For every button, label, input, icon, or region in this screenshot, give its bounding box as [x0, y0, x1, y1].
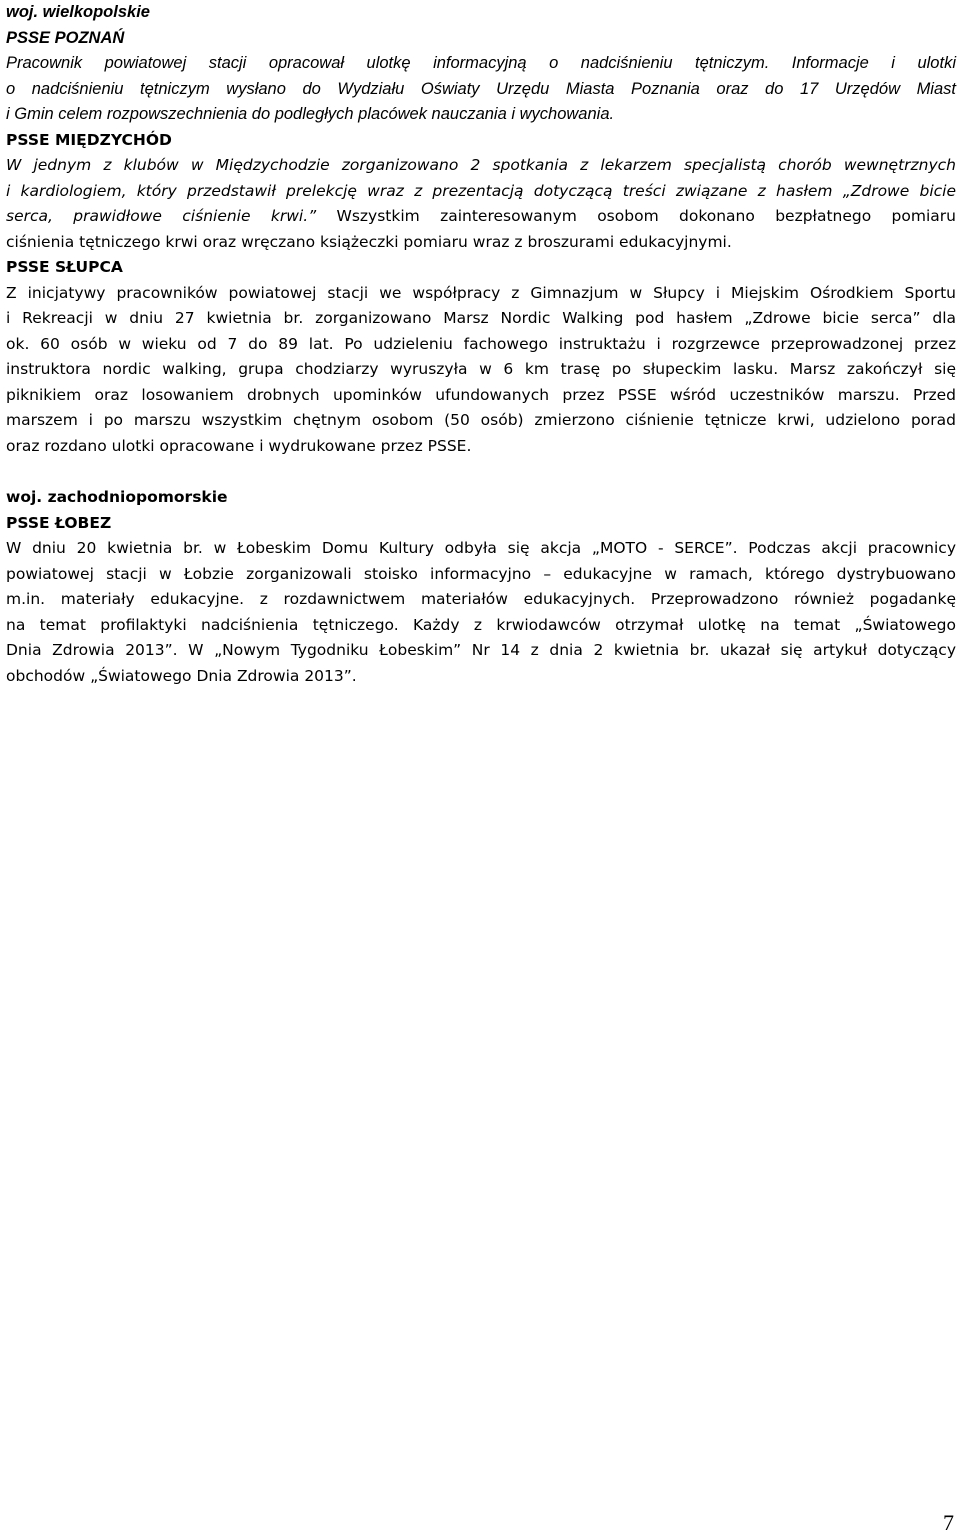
miedzychod-line-2: i kardiologiem, który przedstawił prelekcję wraz z prezentacją dotyczącą treści związane z hasłem „Zdrowe bicie	[6, 181, 956, 200]
poznan-line-2: o nadciśnieniu tętniczym wysłano do Wydziału Oświaty Urzędu Miasta Poznania oraz do 17 Urzędów Miast	[6, 79, 956, 98]
miedzychod-line-3-quote: serca, prawidłowe ciśnienie krwi.”	[6, 207, 317, 225]
section-miedzychod-slupca	[6, 128, 956, 690]
document-page	[6, 0, 956, 689]
slupca-line-5: piknikiem oraz losowaniem drobnych upominków ufundowanych przez PSSE wśród uczestników marszu. Przed	[6, 385, 956, 404]
miedzychod-line-3	[6, 204, 956, 230]
section-spacer	[6, 459, 956, 485]
lobez-line-2: powiatowej stacji w Łobzie zorganizowali stoisko informacyjno – edukacyjne w ramach, którego dystrybuowano	[6, 564, 956, 583]
slupca-line-7: oraz rozdano ulotki opracowane i wydrukowane przez PSSE.	[6, 436, 472, 455]
heading-psse-poznan: PSSE POZNAŃ	[6, 28, 125, 47]
slupca-line-1: Z inicjatywy pracowników powiatowej stacji we współpracy z Gimnazjum w Słupcy i Miejskim Ośrodkiem Sportu	[6, 283, 956, 302]
slupca-line-3-start: ok. 60 osób w wieku od 7 do 89 lat.	[6, 334, 334, 353]
lobez-line-3: m.in. materiały edukacyjne. z rozdawnictwem materiałów edukacyjnych. Przeprowadzono również pogadankę	[6, 590, 956, 608]
section-wielkopolskie	[6, 0, 956, 128]
heading-psse-miedzychod: PSSE MIĘDZYCHÓD	[6, 130, 172, 149]
heading-psse-lobez: PSSE ŁOBEZ	[6, 513, 112, 532]
region-heading-wielkopolskie: woj. wielkopolskie	[6, 3, 150, 21]
slupca-line-4: instruktora nordic walking, grupa chodziarzy wyruszyła w 6 km trasę po słupeckim lasku. Marsz zakończył się	[6, 360, 956, 378]
poznan-line-1: Pracownik powiatowej stacji opracował ulotkę informacyjną o nadciśnieniu tętniczym. Informacje i ulotki	[6, 54, 956, 72]
slupca-line-2: i Rekreacji w dniu 27 kwietnia br. zorganizowano Marsz Nordic Walking pod hasłem „Zdrowe bicie serca” dla	[6, 309, 956, 327]
lobez-line-1: W dniu 20 kwietnia br. w Łobeskim Domu Kultury odbyła się akcja „MOTO - SERCE”. Podczas akcji pracownicy	[6, 539, 956, 557]
lobez-line-4: na temat profilaktyki nadciśnienia tętniczego. Każdy z krwiodawców otrzymał ulotkę na temat „Światowego	[6, 615, 956, 634]
miedzychod-line-1: W jednym z klubów w Międzychodzie zorganizowano 2 spotkania z lekarzem specjalistą chorób wewnętrznych	[6, 156, 956, 174]
lobez-line-6: obchodów „Światowego Dnia Zdrowia 2013”.	[6, 666, 357, 685]
slupca-line-3-rest: Po udzieleniu fachowego instruktażu i rozgrzewce przeprowadzonej przez	[344, 334, 956, 353]
miedzychod-line-4: ciśnienia tętniczego krwi oraz wręczano książeczki pomiaru wraz z broszurami edukacyjnymi.	[6, 232, 732, 251]
region-heading-zachodniopomorskie: woj. zachodniopomorskie	[6, 488, 228, 506]
heading-psse-slupca: PSSE SŁUPCA	[6, 258, 123, 276]
slupca-line-3	[6, 332, 956, 358]
page-number: 7	[943, 1510, 954, 1535]
miedzychod-line-3-rest: Wszystkim zainteresowanym osobom dokonano bezpłatnego pomiaru	[336, 207, 956, 225]
slupca-line-6: marszem i po marszu wszystkim chętnym osobom (50 osób) zmierzono ciśnienie tętnicze krwi, udzielono porad	[6, 411, 956, 429]
poznan-line-3: i Gmin celem rozpowszechnienia do podległych placówek nauczania i wychowania.	[6, 105, 615, 123]
lobez-line-5: Dnia Zdrowia 2013”. W „Nowym Tygodniku Łobeskim” Nr 14 z dnia 2 kwietnia br. ukazał się artykuł dotyczący	[6, 641, 956, 659]
